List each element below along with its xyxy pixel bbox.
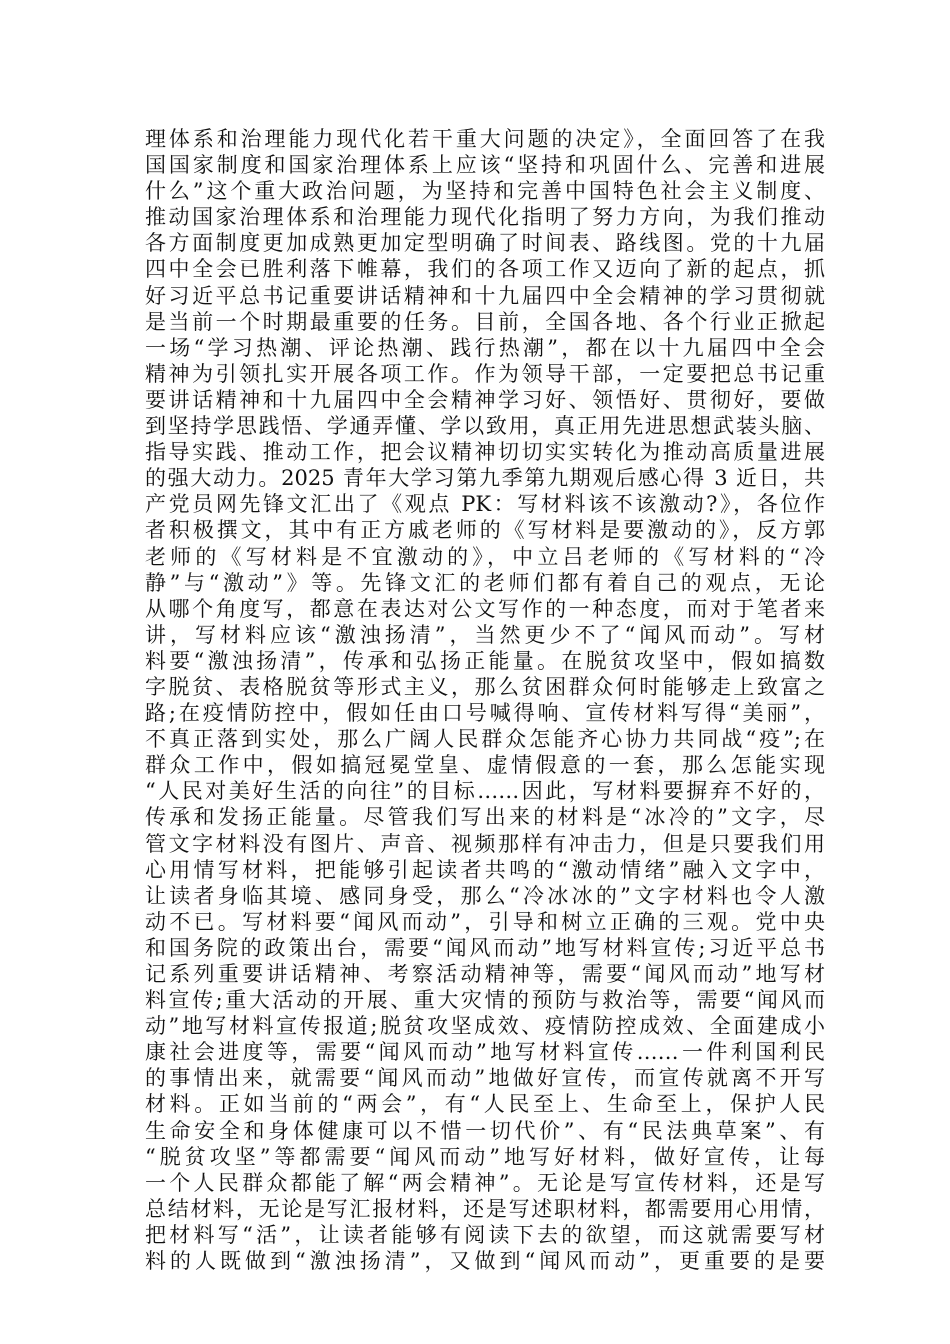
body-text bbox=[145, 126, 825, 1274]
text-line: 讲，写材料应该“激浊扬清”，当然更少不了“闻风而动”。写材 bbox=[145, 622, 825, 647]
text-line: 群众工作中，假如搞冠冕堂皇、虚情假意的一套，那么怎能实现 bbox=[145, 753, 825, 778]
text-line: 老师的《写材料是不宜激动的》，中立吕老师的《写材料的“冷 bbox=[145, 544, 825, 569]
text-line: 一个人民群众都能了解“两会精神”。无论是写宣传材料，还是写 bbox=[145, 1170, 825, 1195]
text-line: 字脱贫、表格脱贫等形式主义，那么贫困群众何时能够走上致富之 bbox=[145, 674, 825, 699]
text-line: 料的人既做到“激浊扬清”，又做到“闻风而动”，更重要的是要 bbox=[145, 1249, 825, 1274]
text-line: “人民对美好生活的向往”的目标……因此，写材料要摒弃不好的， bbox=[145, 779, 825, 804]
text-line: 管文字材料没有图片、声音、视频那样有冲击力，但是只要我们用 bbox=[145, 831, 825, 856]
text-line: 者积极撰文，其中有正方戚老师的《写材料是要激动的》，反方郭 bbox=[145, 518, 825, 543]
text-line: 和国务院的政策出台，需要“闻风而动”地写材料宣传;习近平总书 bbox=[145, 935, 825, 960]
text-line: 材料。正如当前的“两会”，有“人民至上、生命至上，保护人民 bbox=[145, 1092, 825, 1117]
text-line: 各方面制度更加成熟更加定型明确了时间表、路线图。党的十九届 bbox=[145, 231, 825, 256]
text-line: 传承和发扬正能量。尽管我们写出来的材料是“冰冷的”文字，尽 bbox=[145, 805, 825, 830]
text-line: 理体系和治理能力现代化若干重大问题的决定》，全面回答了在我 bbox=[145, 127, 825, 151]
text-line: 国国家制度和国家治理体系上应该“坚持和巩固什么、完善和进展 bbox=[145, 153, 825, 178]
text-line: 从哪个角度写，都意在表达对公文写作的一种态度，而对于笔者来 bbox=[145, 596, 825, 621]
text-line: 是当前一个时期最重要的任务。目前，全国各地、各个行业正掀起 bbox=[145, 309, 825, 334]
text-line: 推动国家治理体系和治理能力现代化指明了努力方向，为我们推动 bbox=[145, 205, 825, 230]
text-line: 的强大动力。2025 青年大学习第九季第九期观后感心得 3 近日，共 bbox=[145, 466, 825, 491]
text-line: 好习近平总书记重要讲话精神和十九届四中全会精神的学习贯彻就 bbox=[145, 283, 825, 308]
text-line: 总结材料，无论是写汇报材料，还是写述职材料，都需要用心用情， bbox=[145, 1196, 825, 1221]
text-line: 记系列重要讲话精神、考察活动精神等，需要“闻风而动”地写材 bbox=[145, 962, 825, 986]
text-line: 不真正落到实处，那么广阔人民群众怎能齐心协力共同战“疫”;在 bbox=[145, 727, 825, 752]
text-line: “脱贫攻坚”等都需要“闻风而动”地写好材料，做好宣传，让每 bbox=[145, 1144, 825, 1169]
text-line: 让读者身临其境、感同身受，那么“冷冰冰的”文字材料也令人激 bbox=[145, 883, 825, 908]
text-line: 四中全会已胜利落下帷幕，我们的各项工作又迈向了新的起点，抓 bbox=[145, 257, 825, 282]
text-line: 的事情出来，就需要“闻风而动”地做好宣传，而宣传就离不开写 bbox=[145, 1066, 825, 1091]
text-line: 康社会进度等，需要“闻风而动”地写材料宣传……一件利国利民 bbox=[145, 1040, 825, 1065]
text-line: 静”与“激动”》等。先锋文汇的老师们都有着自己的观点，无论 bbox=[145, 570, 825, 595]
text-line: 路;在疫情防控中，假如任由口号喊得响、宣传材料写得“美丽”， bbox=[145, 701, 825, 726]
text-line: 把材料写“活”，让读者能够有阅读下去的欲望，而这就需要写材 bbox=[145, 1222, 825, 1247]
text-line: 生命安全和身体健康可以不惜一切代价”、有“民法典草案”、有 bbox=[145, 1118, 825, 1143]
text-line: 料要“激浊扬清”，传承和弘扬正能量。在脱贫攻坚中，假如搞数 bbox=[145, 648, 825, 673]
text-line: 到坚持学思践悟、学通弄懂、学以致用，真正用先进思想武装头脑、 bbox=[145, 414, 825, 439]
text-line: 什么”这个重大政治问题，为坚持和完善中国特色社会主义制度、 bbox=[145, 179, 825, 204]
text-line: 动”地写材料宣传报道;脱贫攻坚成效、疫情防控成效、全面建成小 bbox=[145, 1014, 825, 1039]
text-line: 产党员网先锋文汇出了《观点 PK：写材料该不该激动?》，各位作 bbox=[145, 492, 825, 517]
text-line: 要讲话精神和十九届四中全会精神学习好、领悟好、贯彻好，要做 bbox=[145, 387, 825, 412]
text-line: 心用情写材料，把能够引起读者共鸣的“激动情绪”融入文字中， bbox=[145, 857, 825, 882]
text-line: 料宣传;重大活动的开展、重大灾情的预防与救治等，需要“闻风而 bbox=[145, 988, 825, 1013]
text-line: 一场“学习热潮、评论热潮、践行热潮”，都在以十九届四中全会 bbox=[145, 335, 825, 360]
text-line: 动不已。写材料要“闻风而动”，引导和树立正确的三观。党中央 bbox=[145, 909, 825, 934]
text-line: 指导实践、推动工作，把会议精神切切实实转化为推动高质量进展 bbox=[145, 440, 825, 465]
text-line: 精神为引领扎实开展各项工作。作为领导干部，一定要把总书记重 bbox=[145, 361, 825, 386]
